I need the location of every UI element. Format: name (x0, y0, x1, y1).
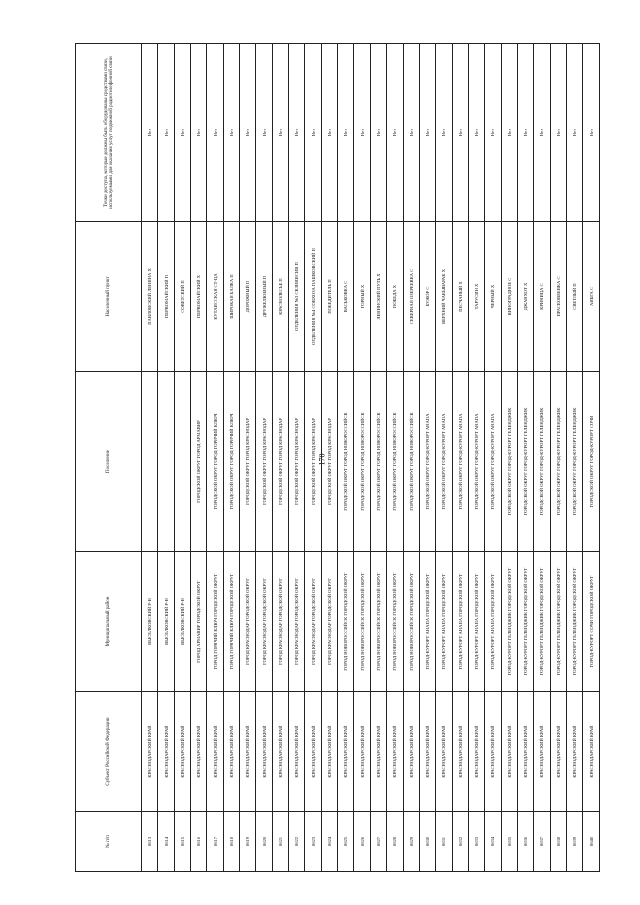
table-row (207, 44, 223, 872)
table-row (305, 44, 321, 872)
table-row (468, 44, 484, 872)
row-subject: КРАСНОДАРСКИЙ КРАЙ (142, 692, 158, 812)
row-subject: КРАСНОДАРСКИЙ КРАЙ (501, 692, 517, 812)
table-row (370, 44, 386, 872)
row-number: 8619 (240, 812, 256, 872)
row-number: 8634 (485, 812, 501, 872)
table-row (550, 44, 566, 872)
row-locality: ПРАСКОВЕЕВКА С (550, 222, 566, 372)
row-district: ГОРОД-КУРОРТ АНАПА ГОРОДСКОЙ ОКРУГ (452, 552, 468, 692)
row-locality: ПОБЕДА Х (387, 222, 403, 372)
row-access-points: Нет (272, 44, 288, 222)
row-subject: КРАСНОДАРСКИЙ КРАЙ (223, 692, 239, 812)
row-settlement: ГОРОДСКОЙ ОКРУГ ГОРОД-КУРОРТ АНАПА (485, 372, 501, 552)
row-access-points: Нет (517, 44, 533, 222)
row-access-points: Нет (485, 44, 501, 222)
row-settlement: ГОРОДСКОЙ ОКРУГ ГОРОД-КУРОРТ ГЕЛЕНДЖИК (534, 372, 550, 552)
row-settlement: ГОРОДСКОЙ ОКРУГ ГОРОД-КУРОРТ ГЕЛЕНДЖИК (501, 372, 517, 552)
row-access-points: Нет (191, 44, 207, 222)
row-locality: ПЕСЧАНЫЙ Х (452, 222, 468, 372)
row-number: 8621 (272, 812, 288, 872)
row-number: 8620 (256, 812, 272, 872)
table-body (142, 44, 600, 872)
row-access-points: Нет (223, 44, 239, 222)
row-number: 8618 (223, 812, 239, 872)
row-district: ГОРОД-КУРОРТ СОЧИ ГОРОДСКОЙ ОКРУГ (583, 552, 600, 692)
row-subject: КРАСНОДАРСКИЙ КРАЙ (207, 692, 223, 812)
row-district: ГОРОД КРАСНОДАР ГОРОДСКОЙ ОКРУГ (289, 552, 305, 692)
row-access-points: Нет (550, 44, 566, 222)
row-district: ГОРОД ГОРЯЧИЙ КЛЮЧ ГОРОДСКОЙ ОКРУГ (207, 552, 223, 692)
access-points-table (75, 43, 600, 872)
row-locality: КРАСНОЛЕСЬЕ П (272, 222, 288, 372)
row-subject: КРАСНОДАРСКИЙ КРАЙ (305, 692, 321, 812)
row-number: 8616 (191, 812, 207, 872)
row-access-points: Нет (142, 44, 158, 222)
row-subject: КРАСНОДАРСКИЙ КРАЙ (436, 692, 452, 812)
table-row (485, 44, 501, 872)
row-settlement: ГОРОДСКОЙ ОКРУГ ГОРОД КРАСНОДАР (289, 372, 305, 552)
row-district: ВЫСЕЛКОВСКИЙ Р-Н (158, 552, 174, 692)
row-locality: ЧЕРНЫЙ Х (485, 222, 501, 372)
row-subject: КРАСНОДАРСКИЙ КРАЙ (550, 692, 566, 812)
row-locality: ВАСЬКОВКА С (338, 222, 354, 372)
row-access-points: Нет (501, 44, 517, 222)
row-subject: КРАСНОДАРСКИЙ КРАЙ (191, 692, 207, 812)
row-district: ГОРОД КРАСНОДАР ГОРОДСКОЙ ОКРУГ (321, 552, 337, 692)
table-header-row (76, 44, 142, 872)
row-number: 8631 (436, 812, 452, 872)
row-district: ГОРОД-КУРОРТ АНАПА ГОРОДСКОЙ ОКРУГ (468, 552, 484, 692)
row-subject: КРАСНОДАРСКИЙ КРАЙ (452, 692, 468, 812)
row-district: ГОРОД КРАСНОДАР ГОРОДСКОЙ ОКРУГ (240, 552, 256, 692)
table-row (566, 44, 582, 872)
header-locality: Населенный пункт (76, 222, 142, 372)
row-access-points: Нет (354, 44, 370, 222)
row-settlement: ГОРОДСКОЙ ОКРУГ ГОРОД-КУРОРТ АНАПА (436, 372, 452, 552)
row-settlement (158, 372, 174, 552)
row-subject: КРАСНОДАРСКИЙ КРАЙ (174, 692, 190, 812)
row-locality: ГОРНЫЙ Х (354, 222, 370, 372)
table-row (289, 44, 305, 872)
row-subject: КРАСНОДАРСКИЙ КРАЙ (321, 692, 337, 812)
row-settlement: ГОРОДСКОЙ ОКРУГ ГОРОД КРАСНОДАР (272, 372, 288, 552)
row-subject: КРАСНОДАРСКИЙ КРАЙ (354, 692, 370, 812)
row-number: 8629 (403, 812, 419, 872)
row-locality: ТАРУСИН Х (468, 222, 484, 372)
row-locality: ДЖАНХОТ Х (517, 222, 533, 372)
row-number: 8630 (419, 812, 435, 872)
row-number: 8625 (338, 812, 354, 872)
row-number: 8615 (174, 812, 190, 872)
row-subject: КРАСНОДАРСКИЙ КРАЙ (289, 692, 305, 812)
row-number: 8613 (142, 812, 158, 872)
table-row (158, 44, 174, 872)
row-district: ГОРОД КРАСНОДАР ГОРОДСКОЙ ОКРУГ (305, 552, 321, 692)
row-subject: КРАСНОДАРСКИЙ КРАЙ (566, 692, 582, 812)
row-access-points: Нет (419, 44, 435, 222)
row-district: ГОРОД АРМАВИР ГОРОДСКОЙ ОКРУГ (191, 552, 207, 692)
row-settlement: ГОРОДСКОЙ ОКРУГ ГОРОД-КУРОРТ ГЕЛЕНДЖИК (550, 372, 566, 552)
row-number: 8614 (158, 812, 174, 872)
row-settlement: ГОРОДСКОЙ ОКРУГ ГОРОД НОВОРОССИЙСК (354, 372, 370, 552)
row-number: 8637 (534, 812, 550, 872)
row-number: 8626 (354, 812, 370, 872)
row-access-points: Нет (403, 44, 419, 222)
row-number: 8633 (468, 812, 484, 872)
row-subject: КРАСНОДАРСКИЙ КРАЙ (256, 692, 272, 812)
row-subject: КРАСНОДАРСКИЙ КРАЙ (403, 692, 419, 812)
row-number: 8635 (501, 812, 517, 872)
header-number: № п/п (76, 812, 142, 872)
table-row (142, 44, 158, 872)
row-settlement: ГОРОДСКОЙ ОКРУГ ГОРОД-КУРОРТ СОЧИ (583, 372, 600, 552)
table-row (240, 44, 256, 872)
row-access-points: Нет (436, 44, 452, 222)
row-district: ГОРОД-КУРОРТ ГЕЛЕНДЖИК ГОРОДСКОЙ ОКРУГ (517, 552, 533, 692)
row-district: ГОРОД ГОРЯЧИЙ КЛЮЧ ГОРОДСКОЙ ОКРУГ (223, 552, 239, 692)
row-number: 8623 (305, 812, 321, 872)
row-locality: БУЖОР С (419, 222, 435, 372)
row-settlement: ГОРОДСКОЙ ОКРУГ ГОРОД ГОРЯЧИЙ КЛЮЧ (207, 372, 223, 552)
row-subject: КРАСНОДАРСКИЙ КРАЙ (240, 692, 256, 812)
row-settlement: ГОРОДСКОЙ ОКРУГ ГОРОД-КУРОРТ АНАПА (468, 372, 484, 552)
row-settlement (174, 372, 190, 552)
row-number: 8639 (566, 812, 582, 872)
row-district: ГОРОД-КУРОРТ АНАПА ГОРОДСКОЙ ОКРУГ (485, 552, 501, 692)
row-district: ГОРОД-КУРОРТ ГЕЛЕНДЖИК ГОРОДСКОЙ ОКРУГ (501, 552, 517, 692)
table-row (338, 44, 354, 872)
header-access-points: Точки доступа, которые должны быть оборудованы средствами связи, используемыми для оказания услуг подвижной радиотелефонной связи (76, 44, 142, 222)
row-access-points: Нет (256, 44, 272, 222)
row-access-points: Нет (305, 44, 321, 222)
table-row (223, 44, 239, 872)
row-subject: КРАСНОДАРСКИЙ КРАЙ (272, 692, 288, 812)
row-access-points: Нет (240, 44, 256, 222)
row-district: ГОРОД КРАСНОДАР ГОРОДСКОЙ ОКРУГ (256, 552, 272, 692)
row-district: ГОРОД НОВОРОССИЙСК ГОРОДСКОЙ ОКРУГ (387, 552, 403, 692)
table-row (256, 44, 272, 872)
row-access-points: Нет (289, 44, 305, 222)
row-settlement: ГОРОДСКОЙ ОКРУГ ГОРОД-КУРОРТ ГЕЛЕНДЖИК (517, 372, 533, 552)
row-settlement: ГОРОДСКОЙ ОКРУГ ГОРОД ГОРЯЧИЙ КЛЮЧ (223, 372, 239, 552)
row-number: 8640 (583, 812, 600, 872)
row-district: ГОРОД-КУРОРТ ГЕЛЕНДЖИК ГОРОДСКОЙ ОКРУГ (534, 552, 550, 692)
rotated-table-sheet (75, 44, 600, 872)
row-locality: ДОРОЖНЫЙ П (240, 222, 256, 372)
row-settlement: ГОРОДСКОЙ ОКРУГ ГОРОД КРАСНОДАР (240, 372, 256, 552)
row-number: 8632 (452, 812, 468, 872)
row-settlement: ГОРОДСКОЙ ОКРУГ ГОРОД АРМАВИР (191, 372, 207, 552)
row-locality: СВЕТЛЫЙ П (566, 222, 582, 372)
row-subject: КРАСНОДАРСКИЙ КРАЙ (534, 692, 550, 812)
row-settlement: ГОРОДСКОЙ ОКРУГ ГОРОД КРАСНОДАР (321, 372, 337, 552)
row-district: ГОРОД НОВОРОССИЙСК ГОРОДСКОЙ ОКРУГ (338, 552, 354, 692)
row-subject: КРАСНОДАРСКИЙ КРАЙ (583, 692, 600, 812)
table-row (419, 44, 435, 872)
row-number: 8628 (387, 812, 403, 872)
row-locality: ШИРОКАЯ БАЛКА П (223, 222, 239, 372)
row-locality: ЛЕНИНСКИЙ ПУТЬ Х (370, 222, 386, 372)
row-number: 8627 (370, 812, 386, 872)
table-row (387, 44, 403, 872)
row-district: ГОРОД-КУРОРТ АНАПА ГОРОДСКОЙ ОКРУГ (419, 552, 435, 692)
row-settlement: ГОРОДСКОЙ ОКРУГ ГОРОД-КУРОРТ АНАПА (419, 372, 435, 552)
row-access-points: Нет (321, 44, 337, 222)
table-row (354, 44, 370, 872)
row-locality: СЕВЕРНАЯ ОЗЕРЕЕВКА С (403, 222, 419, 372)
table-row (436, 44, 452, 872)
table-row (501, 44, 517, 872)
table-row (321, 44, 337, 872)
row-settlement: ГОРОДСКОЙ ОКРУГ ГОРОД-КУРОРТ АНАПА (452, 372, 468, 552)
row-locality: ПЕРВОМАЙСКИЙ Х (191, 222, 207, 372)
row-locality: ВИНОГРАДНОЕ С (501, 222, 517, 372)
row-subject: КРАСНОДАРСКИЙ КРАЙ (419, 692, 435, 812)
table-row (191, 44, 207, 872)
table-row (174, 44, 190, 872)
row-district: ГОРОД-КУРОРТ ГЕЛЕНДЖИК ГОРОДСКОЙ ОКРУГ (566, 552, 582, 692)
table-row (272, 44, 288, 872)
row-district: ГОРОД-КУРОРТ АНАПА ГОРОДСКОЙ ОКРУГ (436, 552, 452, 692)
row-locality: ОТДЕЛЕНИЯ №4 СОВХОЗА ПАШКОВСКИЙ П (305, 222, 321, 372)
row-subject: КРАСНОДАРСКИЙ КРАЙ (338, 692, 354, 812)
row-access-points: Нет (468, 44, 484, 222)
row-number: 8624 (321, 812, 337, 872)
header-district: Муниципальный район (76, 552, 142, 692)
page-number: 170 (317, 453, 327, 466)
row-access-points: Нет (452, 44, 468, 222)
header-settlement: Поселение (76, 372, 142, 552)
row-locality: КРИНИЦА С (534, 222, 550, 372)
row-settlement: ГОРОДСКОЙ ОКРУГ ГОРОД КРАСНОДАР (256, 372, 272, 552)
row-district: ГОРОД НОВОРОССИЙСК ГОРОДСКОЙ ОКРУГ (403, 552, 419, 692)
row-access-points: Нет (534, 44, 550, 222)
row-subject: КРАСНОДАРСКИЙ КРАЙ (485, 692, 501, 812)
row-settlement: ГОРОДСКОЙ ОКРУГ ГОРОД НОВОРОССИЙСК (370, 372, 386, 552)
row-number: 8617 (207, 812, 223, 872)
row-locality: ДРУЖЕЛЮБНЫЙ П (256, 222, 272, 372)
row-locality: ПЕРВОМАЙСКИЙ П (158, 222, 174, 372)
row-district: ГОРОД КРАСНОДАР ГОРОДСКОЙ ОКРУГ (272, 552, 288, 692)
row-settlement: ГОРОДСКОЙ ОКРУГ ГОРОД НОВОРОССИЙСК (387, 372, 403, 552)
row-access-points: Нет (338, 44, 354, 222)
row-locality: АИБГА С (583, 222, 600, 372)
table-row (403, 44, 419, 872)
row-settlement (142, 372, 158, 552)
row-district: ГОРОД-КУРОРТ ГЕЛЕНДЖИК ГОРОДСКОЙ ОКРУГ (550, 552, 566, 692)
row-access-points: Нет (370, 44, 386, 222)
row-locality: ПАВЛОВСКИЙ ЛЕНИНА Х (142, 222, 158, 372)
row-access-points: Нет (158, 44, 174, 222)
table-row (583, 44, 600, 872)
row-locality: КУТАИССКАЯ СТ-ЦА (207, 222, 223, 372)
table-row (534, 44, 550, 872)
row-settlement: ГОРОДСКОЙ ОКРУГ ГОРОД НОВОРОССИЙСК (403, 372, 419, 552)
row-locality: ОТДЕЛЕНИЯ №3 СКЗНИИСИВ П (289, 222, 305, 372)
row-locality: ВЕРХНИЙ ЧАКЫВАРАК Х (436, 222, 452, 372)
row-district: ГОРОД НОВОРОССИЙСК ГОРОДСКОЙ ОКРУГ (370, 552, 386, 692)
row-subject: КРАСНОДАРСКИЙ КРАЙ (387, 692, 403, 812)
row-number: 8636 (517, 812, 533, 872)
table-row (517, 44, 533, 872)
row-settlement: ГОРОДСКОЙ ОКРУГ ГОРОД НОВОРОССИЙСК (338, 372, 354, 552)
row-subject: КРАСНОДАРСКИЙ КРАЙ (517, 692, 533, 812)
row-access-points: Нет (566, 44, 582, 222)
table-row (452, 44, 468, 872)
row-access-points: Нет (583, 44, 600, 222)
row-access-points: Нет (174, 44, 190, 222)
row-locality: СОВЕТСКИЙ П (174, 222, 190, 372)
row-access-points: Нет (207, 44, 223, 222)
row-settlement: ГОРОДСКОЙ ОКРУГ ГОРОД-КУРОРТ ГЕЛЕНДЖИК (566, 372, 582, 552)
row-access-points: Нет (387, 44, 403, 222)
row-subject: КРАСНОДАРСКИЙ КРАЙ (370, 692, 386, 812)
row-district: ВЫСЕЛКОВСКИЙ Р-Н (142, 552, 158, 692)
row-district: ВЫСЕЛКОВСКИЙ Р-Н (174, 552, 190, 692)
row-locality: ПОБЕДИТЕЛЬ П (321, 222, 337, 372)
row-number: 8622 (289, 812, 305, 872)
row-subject: КРАСНОДАРСКИЙ КРАЙ (158, 692, 174, 812)
header-subject: Субъект Российской Федерации (76, 692, 142, 812)
row-settlement: ГОРОДСКОЙ ОКРУГ ГОРОД КРАСНОДАР (305, 372, 321, 552)
row-subject: КРАСНОДАРСКИЙ КРАЙ (468, 692, 484, 812)
row-district: ГОРОД НОВОРОССИЙСК ГОРОДСКОЙ ОКРУГ (354, 552, 370, 692)
row-number: 8638 (550, 812, 566, 872)
